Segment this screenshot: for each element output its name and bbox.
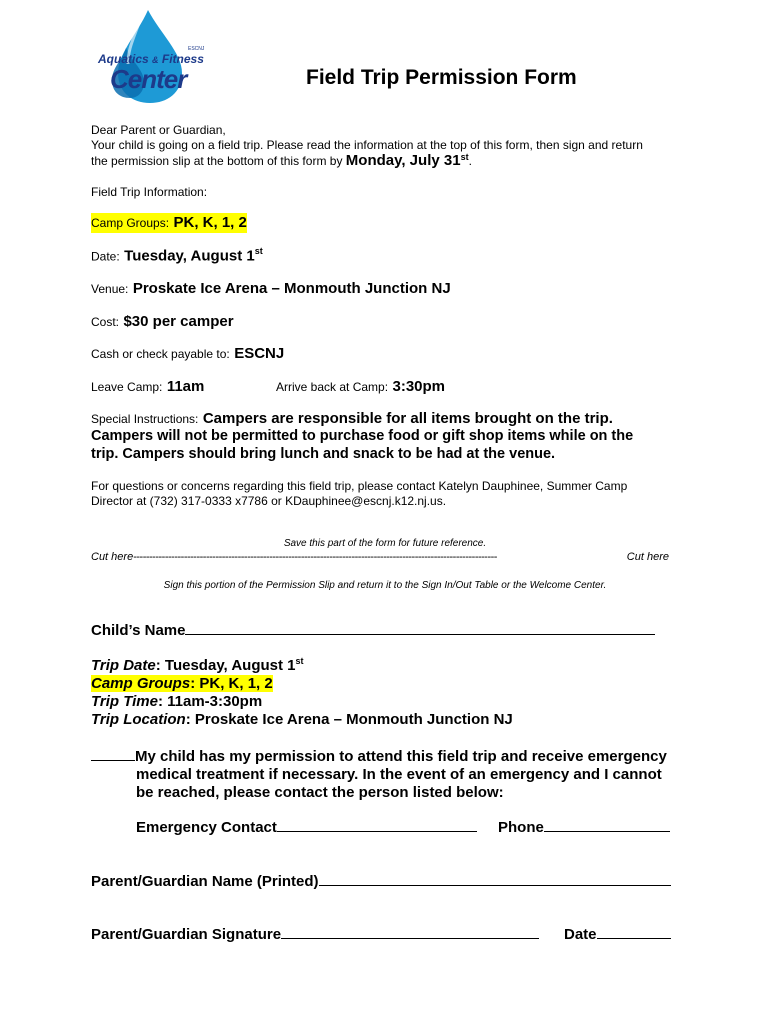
trip-date-row (91, 656, 304, 674)
emergency-contact-label: Emergency Contact (136, 819, 277, 836)
trip-time-value: : 11am-3:30pm (157, 693, 263, 710)
payable-label: Cash or check payable to: (91, 347, 230, 361)
contact-line2: Director at (732) 317-0333 x7786 or KDauphinee@escnj.k12.nj.us. (91, 494, 447, 508)
leave-row (91, 378, 204, 396)
payable-row (91, 345, 284, 363)
trip-location-row (91, 711, 513, 728)
sign-date-row (564, 925, 671, 943)
slip-camp-groups-row (91, 675, 273, 692)
emergency-contact-field[interactable] (277, 818, 477, 832)
cut-line (91, 551, 669, 563)
camp-groups-label: Camp Groups: (91, 216, 170, 230)
due-date: Monday, July 31 (345, 152, 461, 169)
camp-groups-value: PK, K, 1, 2 (173, 214, 247, 231)
venue-row (91, 280, 451, 298)
intro-line2-text: the permission slip at the bottom of this form by (91, 154, 343, 168)
cost-row (91, 313, 234, 331)
venue-value: Proskate Ice Arena – Monmouth Junction NJ (132, 280, 451, 297)
sign-date-field[interactable] (597, 925, 671, 939)
venue-label: Venue: (91, 282, 129, 296)
special-label: Special Instructions: (91, 412, 199, 426)
greeting: Dear Parent or Guardian, (91, 123, 226, 137)
date-label: Date: (91, 249, 120, 264)
leave-label: Leave Camp: (91, 380, 163, 394)
date-row (91, 246, 263, 265)
trip-time-row (91, 693, 262, 710)
sign-date-label: Date (564, 926, 597, 943)
page-title: Field Trip Permission Form (306, 66, 577, 89)
logo-center-text: Center (110, 64, 187, 94)
cost-value: $30 per camper (123, 313, 234, 330)
payable-value: ESCNJ (234, 345, 285, 362)
child-name-label: Child’s Name (91, 622, 186, 639)
arrive-row (276, 378, 445, 396)
info-heading: Field Trip Information: (91, 185, 208, 199)
intro-period: . (468, 154, 472, 168)
leave-value: 11am (166, 378, 205, 395)
phone-field[interactable] (544, 818, 670, 832)
slip-camp-groups-value: : PK, K, 1, 2 (190, 675, 273, 692)
permission-line1-row (91, 747, 667, 765)
logo-tag: ESCNJ (188, 46, 205, 52)
child-name-row[interactable] (91, 621, 655, 639)
signature-row (91, 925, 539, 943)
logo-line1: Aquatics (98, 52, 149, 66)
date-sup: st (254, 246, 263, 256)
special-line1-row (91, 410, 613, 428)
return-note: Sign this portion of the Permission Slip and return it to the Sign In/Out Table or the Welcome Center. (163, 580, 607, 591)
permission-line3: be reached, please contact the person listed below: (136, 784, 504, 801)
intro-line1: Your child is going on a field trip. Please read the information at the top of this form, then sign and return (91, 138, 643, 152)
special-line3: trip. Campers should bring lunch and snack to be had at the venue. (91, 446, 556, 462)
contact-line1: For questions or concerns regarding this field trip, please contact Katelyn Dauphinee, Summer Camp (91, 479, 628, 493)
cut-dashes: ------------------------------------------------------------------------------------------------------------------- (133, 551, 497, 563)
permission-line1: My child has my permission to attend this field trip and receive emergency (135, 748, 667, 765)
special-line2: Campers will not be permitted to purchase food or gift shop items while on the (91, 428, 634, 444)
cut-here-left: Cut here (91, 551, 134, 563)
phone-row (498, 818, 670, 836)
trip-location-label: Trip Location (91, 711, 186, 728)
intro-line2 (91, 152, 472, 169)
trip-date-value: : Tuesday, August 1 (155, 657, 296, 674)
logo-line2: Fitness (161, 52, 204, 66)
guardian-name-row (91, 872, 671, 890)
permission-initial-field[interactable] (91, 747, 135, 761)
logo (88, 8, 220, 104)
cost-label: Cost: (91, 315, 120, 329)
due-date-sup: st (460, 152, 469, 162)
trip-time-label: Trip Time (91, 693, 158, 710)
trip-date-sup: st (295, 656, 304, 666)
phone-label: Phone (498, 819, 544, 836)
permission-line2: medical treatment if necessary. In the event of an emergency and I cannot (136, 766, 662, 783)
guardian-name-label: Parent/Guardian Name (Printed) (91, 873, 319, 890)
special-line1: Campers are responsible for all items brought on the trip. (202, 410, 613, 427)
slip-camp-groups-label: Camp Groups (91, 675, 191, 692)
logo-amp: & (152, 55, 159, 65)
date-value: Tuesday, August 1 (124, 247, 255, 265)
cut-here-right: Cut here (626, 551, 669, 563)
emergency-contact-row (136, 818, 477, 836)
guardian-name-field[interactable] (319, 872, 671, 886)
arrive-value: 3:30pm (392, 378, 446, 395)
signature-field[interactable] (281, 925, 539, 939)
signature-label: Parent/Guardian Signature (91, 926, 282, 943)
trip-date-label: Trip Date (91, 657, 156, 674)
arrive-label: Arrive back at Camp: (276, 380, 389, 394)
child-name-field[interactable] (185, 621, 655, 635)
trip-location-value: : Proskate Ice Arena – Monmouth Junction NJ (185, 711, 513, 728)
save-note: Save this part of the form for future reference. (283, 538, 487, 549)
camp-groups-row (91, 213, 247, 233)
